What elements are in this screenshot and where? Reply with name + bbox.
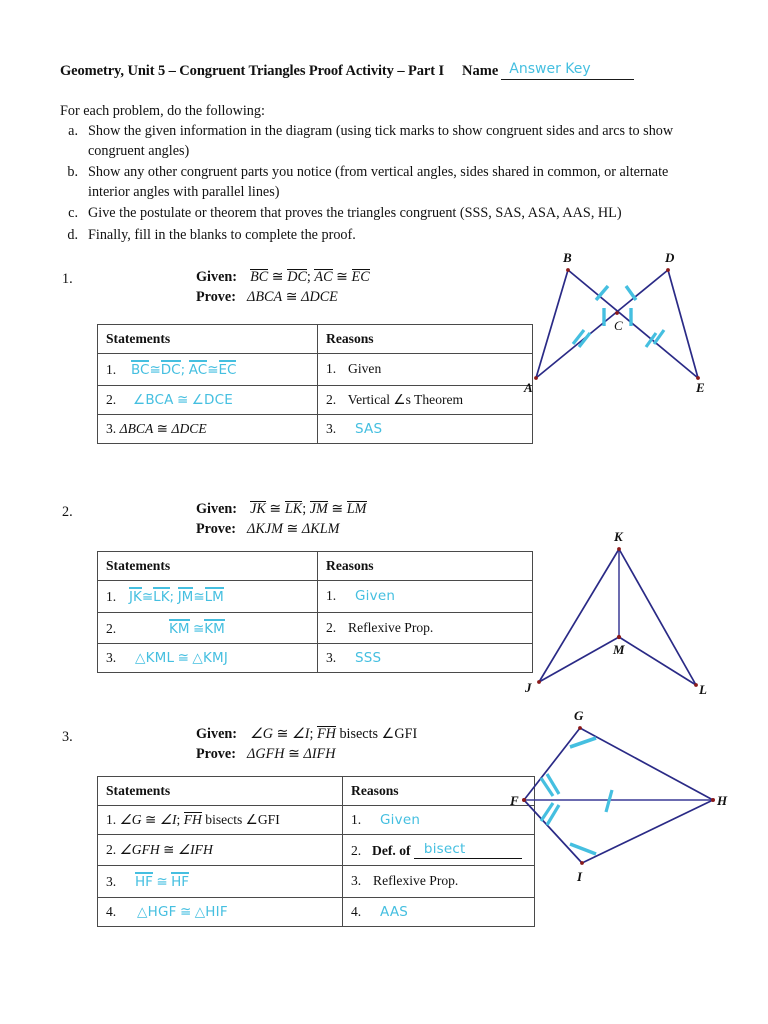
statement-angle-1: ∠GFH (119, 842, 160, 857)
problem-3-figure (508, 708, 730, 890)
statement-cell[interactable] (98, 354, 318, 386)
document-header (60, 62, 710, 80)
statement-cell[interactable] (98, 835, 343, 866)
prove-label: Prove: (196, 746, 236, 762)
reason-cell[interactable] (343, 806, 535, 835)
instruction-text: Finally, fill in the blanks to complete the proof. (88, 226, 356, 243)
reason-number: 3. (326, 650, 337, 666)
statement-cell[interactable] (98, 581, 318, 613)
hw-reason-text: SSS (355, 650, 382, 667)
hw-segment: JK (129, 589, 142, 605)
statement-segment: FH (183, 812, 202, 827)
reason-text: Given (348, 361, 382, 377)
instruction-item-c (60, 204, 712, 224)
vertex-label-C: C (614, 318, 623, 333)
hw-triangle: △HGF (137, 903, 177, 920)
reason-cell[interactable] (343, 897, 535, 926)
hw-congruent-symbol: ≅ (193, 589, 205, 605)
table-row (98, 581, 533, 613)
hw-segment: KM (169, 620, 190, 637)
hw-congruent-symbol: ≅ (156, 874, 168, 890)
page-title: Geometry, Unit 5 – Congruent Triangles Proof Activity – Part I (60, 63, 445, 79)
vertex-label-H: H (717, 793, 728, 808)
name-field-group (462, 62, 634, 80)
given-bisect-text: bisects ∠GFI (339, 726, 418, 742)
given-segment-2a: JM (309, 501, 328, 517)
statement-cell[interactable] (98, 806, 343, 835)
instruction-item-a (60, 122, 712, 161)
given-segment: FH (316, 726, 336, 742)
table-row (98, 897, 535, 926)
prove-triangle-2: ΔIFH (303, 746, 336, 762)
congruent-symbol: ≅ (156, 420, 169, 436)
hw-reason-text: AAS (380, 903, 409, 920)
hw-angle: ∠DCE (191, 391, 233, 408)
hw-congruent-symbol: ≅ (207, 362, 219, 378)
given-segment-1b: LK (284, 501, 303, 517)
problem-3-given (196, 725, 417, 744)
statement-number: 2. (106, 620, 117, 636)
instruction-item-d (60, 226, 712, 246)
congruent-symbol: ≅ (286, 521, 299, 537)
problem-2-prove (196, 520, 339, 539)
reason-number: 3. (326, 420, 337, 436)
congruent-symbol: ≅ (336, 269, 348, 285)
statement-number: 1. (106, 362, 117, 377)
table-row (98, 835, 535, 866)
congruent-symbol: ≅ (285, 289, 298, 305)
reason-text: Reflexive Prop. (348, 619, 434, 635)
prove-triangle-2: ΔDCE (301, 289, 338, 305)
reason-number: 2. (351, 843, 362, 858)
vertex-label-J: J (525, 680, 532, 695)
hw-segment: BC (131, 362, 150, 378)
prove-label: Prove: (196, 289, 236, 305)
separator: ; (309, 726, 314, 742)
reason-prefix: Def. of (372, 843, 411, 858)
instructions-list (60, 122, 712, 247)
statement-cell[interactable] (98, 866, 343, 898)
prove-triangle-1: ΔKJM (247, 521, 283, 537)
statement-angle-2: ∠I (159, 812, 177, 827)
statement-number: 3. (106, 874, 117, 889)
statement-bisect-text: bisects ∠GFI (205, 812, 280, 827)
hw-congruent-symbol: ≅ (192, 620, 205, 637)
table-row (98, 644, 533, 673)
name-label: Name (462, 63, 499, 79)
statement-cell[interactable] (98, 385, 318, 414)
hw-separator: ; (180, 362, 186, 378)
reason-cell[interactable] (343, 866, 535, 898)
problem-1-number: 1. (62, 271, 73, 287)
table-header-row (98, 552, 533, 581)
given-label: Given: (196, 269, 237, 285)
reason-text: Vertical ∠s Theorem (347, 391, 464, 407)
given-segment-2b: EC (351, 269, 370, 285)
vertex-label-G: G (574, 708, 584, 723)
given-angle-1: ∠G (250, 726, 274, 742)
vertex-label-I: I (577, 869, 583, 884)
name-input-line[interactable] (501, 62, 634, 80)
prove-triangle-1: ΔGFH (247, 746, 285, 762)
statement-number: 3. (106, 420, 117, 436)
given-label: Given: (196, 726, 237, 742)
statement-cell[interactable] (98, 612, 318, 644)
statement-number: 2. (106, 391, 117, 407)
hw-segment: JM (177, 589, 194, 605)
statement-cell[interactable] (98, 414, 318, 443)
table-header-row (98, 777, 535, 806)
problem-3-proof-table (97, 776, 535, 927)
column-header-statements: Statements (98, 552, 318, 581)
separator: ; (306, 269, 311, 285)
problem-2-proof-table (97, 551, 533, 673)
reason-number: 1. (326, 588, 337, 604)
instruction-letter: c. (68, 205, 78, 221)
hw-congruent-symbol: ≅ (179, 903, 192, 920)
statement-number: 3. (106, 650, 117, 666)
instruction-text: Show the given information in the diagram (using tick marks to show congruent sides and arcs to show congruent angles) (88, 123, 674, 159)
given-segment-2b: LM (346, 501, 367, 517)
vertex-label-F: F (510, 793, 519, 808)
name-handwritten-value: Answer Key (509, 61, 591, 77)
table-row (98, 354, 533, 386)
hw-reason-text: Given (380, 812, 421, 828)
hw-segment: EC (218, 362, 237, 378)
hw-triangle: △KML (135, 650, 175, 667)
hw-segment: AC (188, 362, 208, 378)
hw-reason-text: Given (355, 588, 396, 605)
statement-number: 1. (106, 812, 117, 827)
problem-1-figure (518, 248, 718, 398)
instructions-intro: For each problem, do the following: (60, 103, 265, 119)
column-header-statements: Statements (98, 777, 343, 806)
problem-3-number: 3. (62, 729, 73, 745)
reason-cell[interactable] (343, 835, 535, 866)
problem-1-proof-table (97, 324, 533, 444)
statement-number: 4. (106, 903, 117, 919)
column-header-reasons: Reasons (343, 777, 535, 806)
given-segment-2a: AC (314, 269, 333, 285)
reason-cell[interactable] (318, 354, 533, 386)
given-segment-1b: DC (287, 269, 307, 285)
separator: ; (302, 501, 307, 517)
problem-2-number: 2. (62, 504, 73, 520)
vertex-label-B: B (563, 250, 572, 265)
statement-triangle-1: ΔBCA (119, 420, 154, 436)
problem-1-prove (196, 288, 338, 307)
given-segment-1a: JK (250, 501, 266, 517)
congruent-symbol: ≅ (331, 501, 344, 517)
hw-segment: HF (171, 874, 189, 890)
instruction-letter: b. (67, 164, 78, 180)
congruent-symbol: ≅ (288, 746, 300, 762)
hw-separator: ; (169, 589, 175, 605)
statement-angle-1: ∠G (119, 812, 142, 827)
prove-label: Prove: (196, 521, 236, 537)
prove-triangle-2: ΔKLM (301, 521, 340, 537)
reason-number: 4. (351, 903, 362, 919)
column-header-reasons: Reasons (318, 552, 533, 581)
instruction-text: Show any other congruent parts you notice (from vertical angles, sides shared in common, or alternate interior angles with parallel lines) (88, 164, 669, 200)
hw-angle: ∠BCA (133, 391, 174, 408)
hw-congruent-symbol: ≅ (177, 391, 189, 408)
congruent-symbol: ≅ (163, 842, 175, 857)
hw-segment: DC (160, 362, 181, 378)
statement-angle-2: ∠IFH (177, 842, 213, 857)
reason-number: 2. (326, 619, 337, 635)
hw-segment: LK (153, 589, 170, 605)
given-segment-1a: BC (250, 269, 269, 285)
statement-cell[interactable] (98, 897, 343, 926)
instruction-item-b (60, 163, 712, 202)
separator: ; (176, 812, 181, 827)
vertex-label-K: K (614, 529, 623, 544)
reason-number: 2. (326, 391, 337, 407)
vertex-label-M: M (613, 642, 625, 657)
vertex-label-E: E (696, 380, 705, 395)
prove-triangle-1: ΔBCA (247, 289, 283, 305)
column-header-statements: Statements (98, 325, 318, 354)
table-header-row (98, 325, 533, 354)
instruction-text: Give the postulate or theorem that proves the triangles congruent (SSS, SAS, ASA, AAS, HL) (88, 205, 622, 221)
instruction-letter: a. (68, 123, 78, 139)
vertex-label-L: L (699, 682, 707, 697)
congruent-symbol: ≅ (276, 726, 289, 742)
given-angle-2: ∠I (292, 726, 310, 742)
statement-triangle-2: ΔDCE (171, 420, 207, 436)
reason-cell[interactable] (318, 385, 533, 414)
reason-number: 1. (351, 812, 362, 827)
congruent-symbol: ≅ (145, 812, 157, 827)
instruction-letter: d. (67, 226, 78, 243)
vertex-label-D: D (665, 250, 675, 265)
hw-reason-text: SAS (355, 420, 383, 437)
reason-cell[interactable] (318, 612, 533, 644)
reason-cell[interactable] (318, 644, 533, 673)
table-row (98, 806, 535, 835)
column-header-reasons: Reasons (318, 325, 533, 354)
table-row (98, 866, 535, 898)
reason-blank-input[interactable] (414, 841, 522, 859)
hw-congruent-symbol: ≅ (149, 362, 161, 378)
problem-1-given (196, 268, 370, 287)
reason-text: Reflexive Prop. (373, 873, 459, 889)
statement-number: 1. (106, 589, 117, 604)
reason-cell[interactable] (318, 581, 533, 613)
reason-cell[interactable] (318, 414, 533, 443)
reason-number: 3. (351, 873, 362, 889)
problem-2-figure (521, 527, 716, 702)
problem-2-given (196, 500, 367, 519)
statement-number: 2. (106, 842, 117, 857)
hw-triangle: △HIF (194, 903, 228, 920)
hw-triangle: △KMJ (192, 650, 229, 667)
hw-segment: LM (204, 589, 224, 605)
congruent-symbol: ≅ (271, 269, 284, 285)
given-label: Given: (196, 501, 237, 517)
congruent-symbol: ≅ (269, 501, 282, 517)
statement-cell[interactable] (98, 644, 318, 673)
vertex-label-A: A (524, 380, 533, 395)
hw-segment: KM (204, 620, 225, 637)
hw-segment: HF (135, 874, 153, 890)
problem-3-prove (196, 745, 335, 764)
reason-number: 1. (326, 361, 337, 377)
hw-congruent-symbol: ≅ (177, 650, 189, 667)
table-row (98, 612, 533, 644)
table-row (98, 385, 533, 414)
hw-blank-answer: bisect (423, 841, 466, 857)
hw-congruent-symbol: ≅ (141, 589, 154, 605)
table-row (98, 414, 533, 443)
